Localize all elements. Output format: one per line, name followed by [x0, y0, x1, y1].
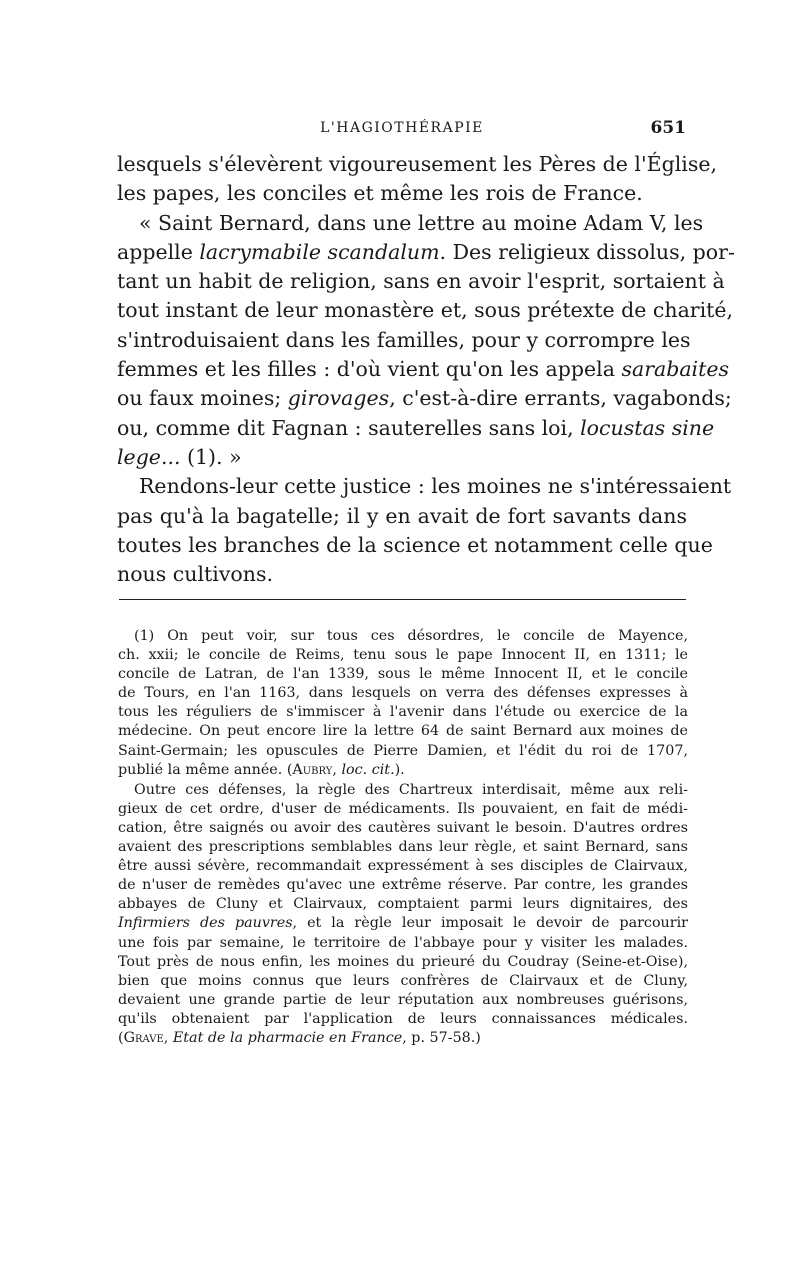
running-title: L'HAGIOTHÉRAPIE: [320, 120, 484, 136]
page-number: 651: [650, 118, 686, 138]
footnote-line: cation, être saignés ou avoir des cautères suivant le besoin. D'autres ordres: [118, 819, 688, 836]
text-line: appelle lacrymabile scandalum. Des religieux dissolus, por-: [117, 239, 735, 264]
text-line: pas qu'à la bagatelle; il y en avait de fort savants dans: [117, 503, 687, 528]
footnote-line: Infirmiers des pauvres, et la règle leur imposait le devoir de parcourir: [118, 915, 688, 932]
footnote-line: (Grave, Etat de la pharmacie en France, p. 57-58.): [118, 1029, 481, 1046]
text-line: les papes, les conciles et même les rois de France.: [117, 181, 643, 206]
main-text: [117, 150, 735, 589]
footnote-line: gieux de cet ordre, d'user de médicaments. Ils pouvaient, en fait de médi-: [118, 800, 688, 817]
footnote-line: une fois par semaine, le territoire de l'abbaye pour y visiter les malades.: [118, 934, 688, 951]
paragraph-3: [117, 472, 732, 589]
text-line: lesquels s'élevèrent vigoureusement les Pères de l'Église,: [117, 152, 717, 176]
footnote-line: bien que moins connus que leurs confrères de Clairvaux et de Cluny,: [118, 972, 688, 989]
footnote-line: publié la même année. (Aubry, loc. cit.).: [118, 761, 405, 778]
footnote-line: qu'ils obtenaient par l'application de leurs connaissances médicales.: [118, 1010, 688, 1027]
footnote-line: ch. xxii; le concile de Reims, tenu sous le pape Innocent II, en 1311; le: [118, 647, 688, 664]
footnote-2: [118, 781, 688, 1048]
footnote-line: de Tours, en l'an 1163, dans lesquels on verra des défenses expresses à: [118, 685, 688, 702]
footnote-line: avaient des prescriptions semblables dans leur règle, et saint Bernard, sans: [118, 839, 688, 856]
footnote-line: (1) On peut voir, sur tous ces désordres, le concile de Mayence,: [134, 628, 688, 644]
footnote-1: [118, 627, 688, 780]
text-line: lege... (1). »: [117, 444, 242, 469]
text-line: ou faux moines; girovages, c'est-à-dire errants, vagabonds;: [117, 386, 732, 411]
page-header: [118, 118, 686, 140]
text-line: tant un habit de religion, sans en avoir l'esprit, sortaient à: [117, 269, 725, 294]
footnote-line: Outre ces défenses, la règle des Chartreux interdisait, même aux reli-: [134, 781, 688, 798]
paragraph-1: [117, 150, 717, 209]
footnote-line: médecine. On peut encore lire la lettre 64 de saint Bernard aux moines de: [118, 723, 688, 740]
footnote-line: abbayes de Cluny et Clairvaux, comptaient parmi leurs dignitaires, des: [118, 896, 688, 913]
footnote-line: Saint-Germain; les opuscules de Pierre Damien, et l'édit du roi de 1707,: [118, 742, 688, 759]
footnote-line: tous les réguliers de s'immiscer à l'avenir dans l'étude ou exercice de la: [118, 704, 688, 721]
text-line: ou, comme dit Fagnan : sauterelles sans loi, locustas sine: [117, 415, 715, 440]
text-line: « Saint Bernard, dans une lettre au moine Adam V, les: [139, 210, 704, 235]
footnote-separator: [119, 599, 686, 600]
text-line: tout instant de leur monastère et, sous prétexte de charité,: [117, 298, 734, 323]
text-line: femmes et les filles : d'où vient qu'on les appela sarabaites: [117, 357, 730, 382]
footnote-line: Tout près de nous enfin, les moines du prieuré du Coudray (Seine-et-Oise),: [118, 953, 688, 970]
text-line: nous cultivons.: [117, 562, 273, 587]
footnote-line: devaient une grande partie de leur réputation aux nombreuses guérisons,: [118, 991, 688, 1008]
footnote-line: concile de Latran, de l'an 1339, sous le même Innocent II, et le concile: [118, 666, 688, 683]
text-line: Rendons-leur cette justice : les moines ne s'intéressaient: [139, 474, 732, 499]
footnote-line: être aussi sévère, recommandait expressément à ses disciples de Clairvaux,: [118, 858, 688, 875]
text-line: toutes les branches de la science et notamment celle que: [117, 532, 713, 557]
text-line: s'introduisaient dans les familles, pour y corrompre les: [117, 327, 691, 352]
footnote-line: de n'user de remèdes qu'avec une extrême réserve. Par contre, les grandes: [118, 877, 688, 894]
footnotes: [118, 627, 688, 1048]
paragraph-2: [117, 209, 735, 473]
